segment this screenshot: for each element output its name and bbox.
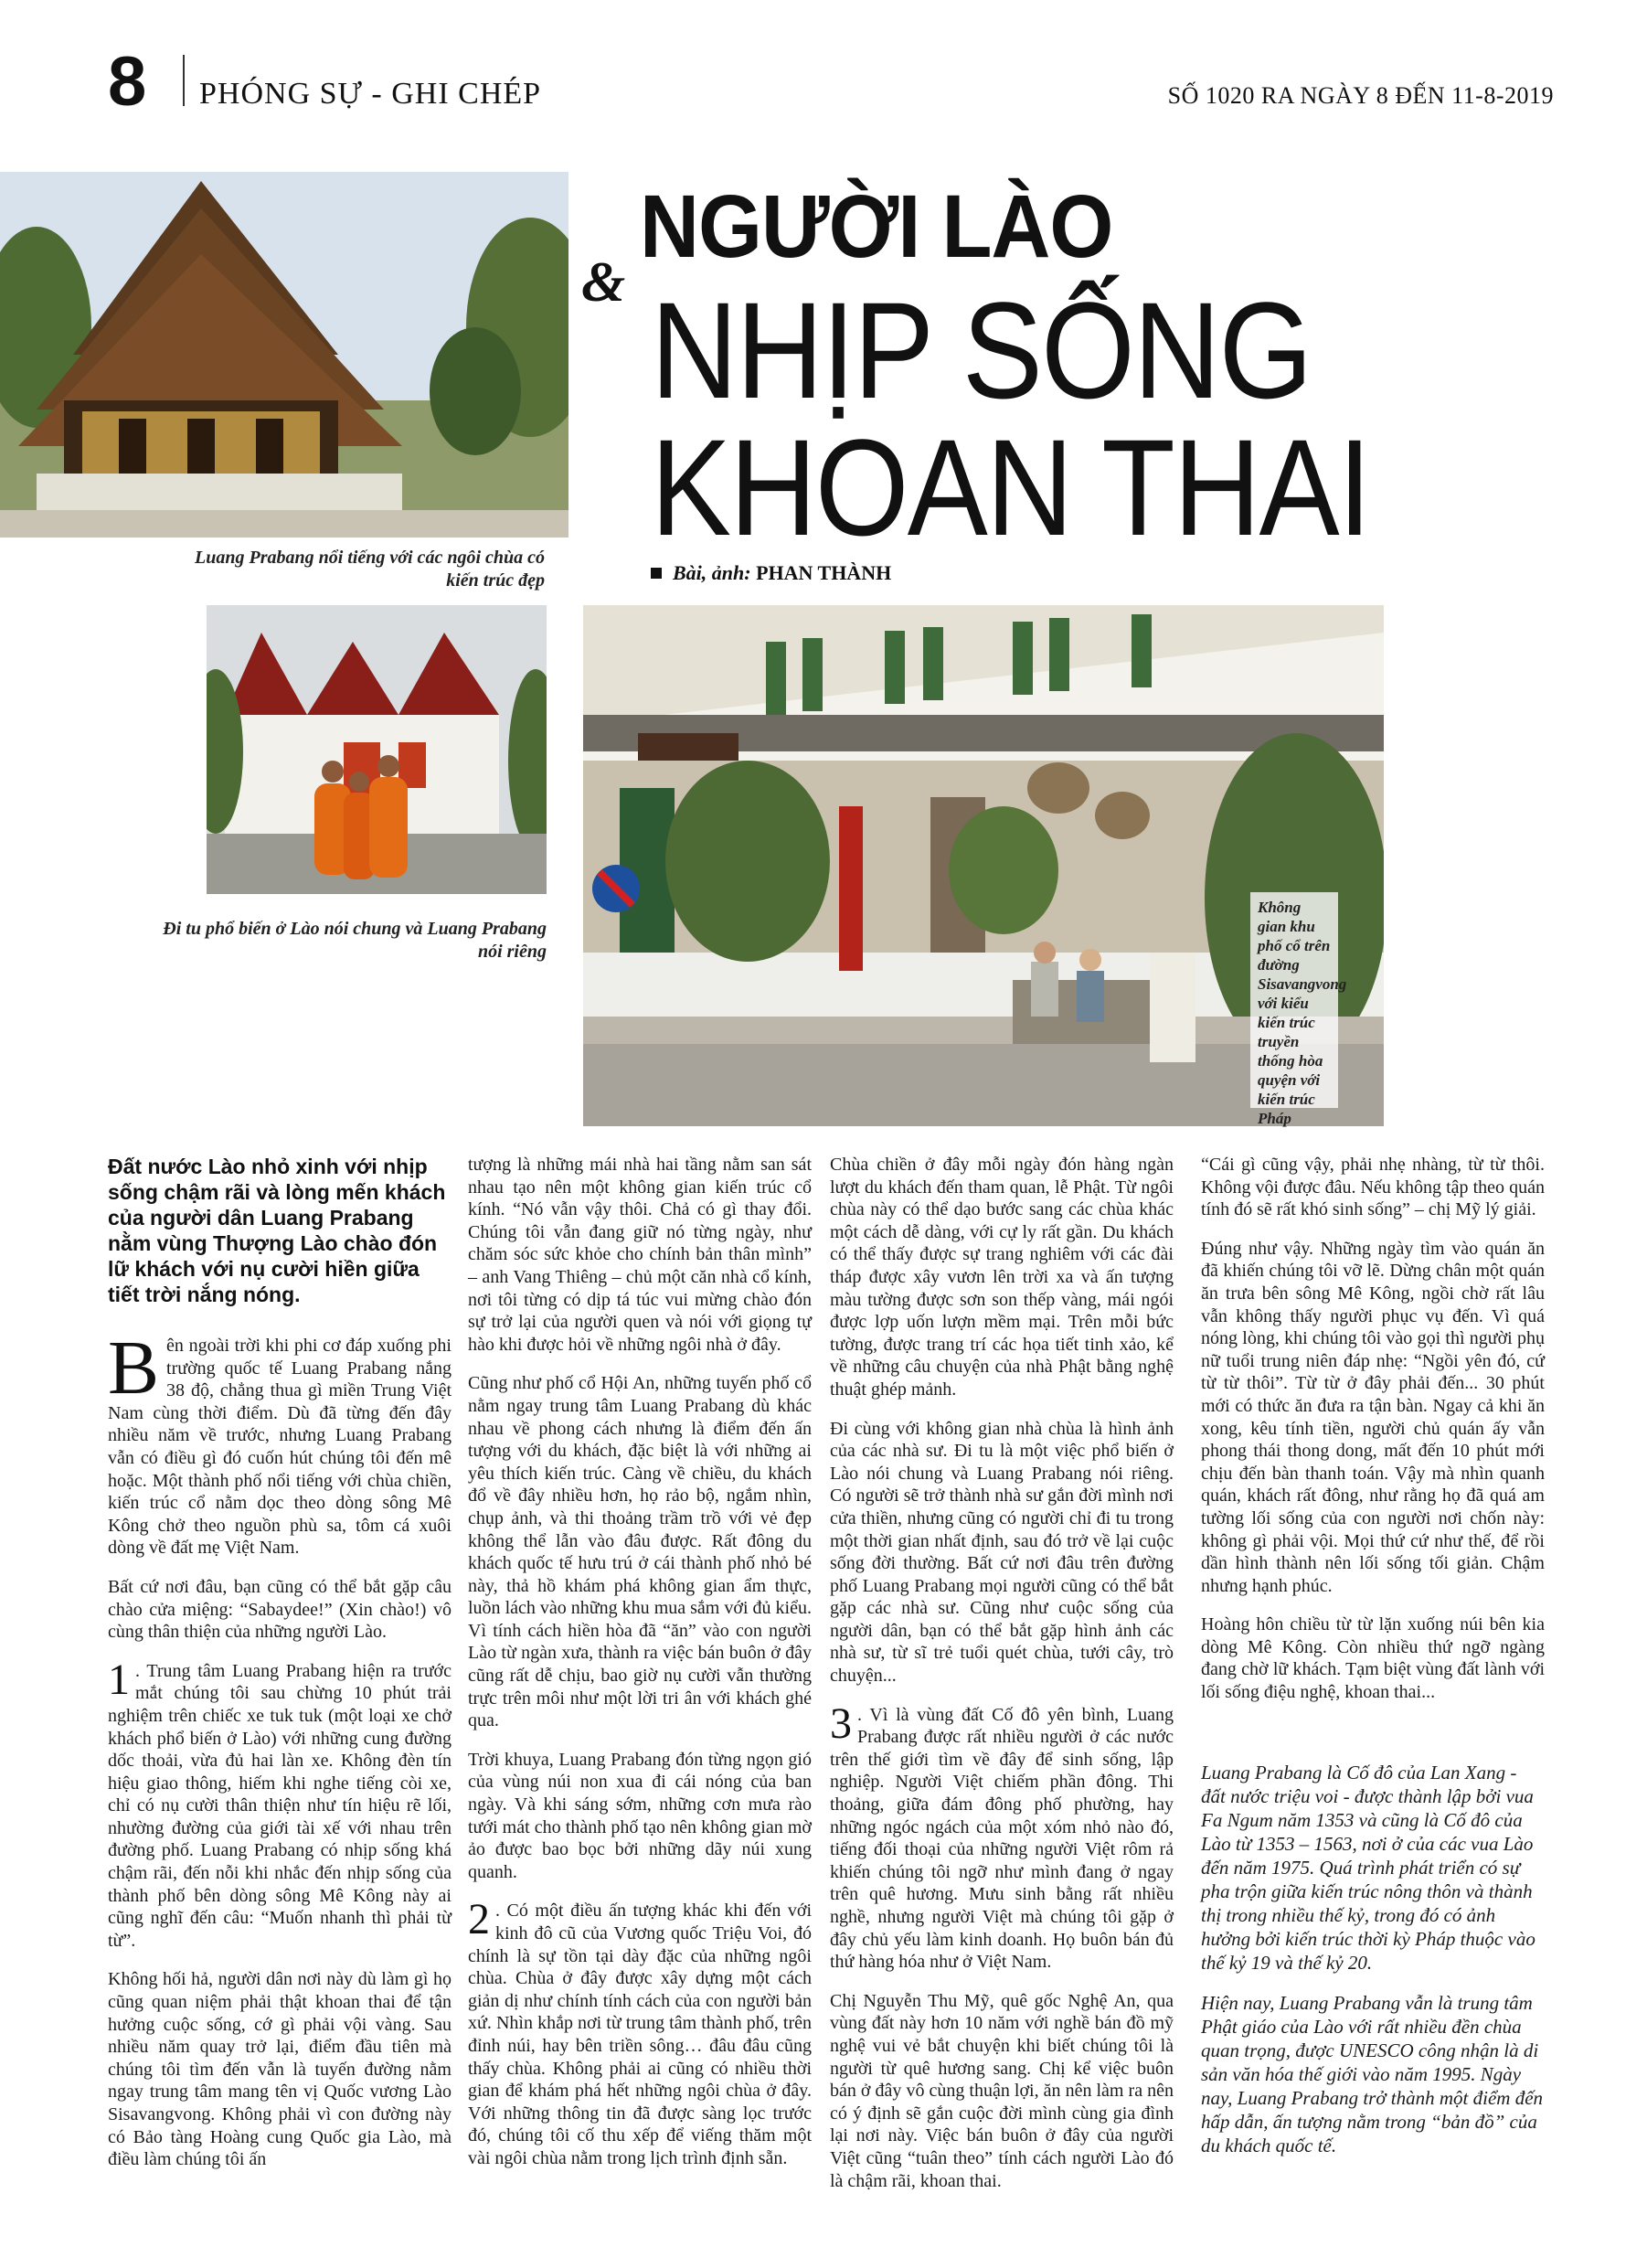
section-number-3: 3 (830, 1698, 852, 1748)
article-paragraph: Bên ngoài trời khi phi cơ đáp xuống phi trường quốc tế Luang Prabang nắng 38 độ, chẳng thua gì miền Trung Việt Nam cùng thời điểm. Dù đã từng đến đây nhiều năm về trước, nhưng Luang Prabang vẫn có điều gì đó cuốn hút chúng tôi đến mê hoặc. Một thành phố nổi tiếng với chùa chiền, kiến trúc cổ nằm dọc theo dòng sông Mê Kông chở theo nguồn phù sa, tôm cá xuôi dòng về đất mẹ Việt Nam. (108, 1326, 452, 1559)
article-paragraph: “Cái gì cũng vậy, phải nhẹ nhàng, từ từ thôi. Không vội được đâu. Nếu không tập theo quán tính đó sẽ rất khó sinh sống” – chị Mỹ lý giải. (1201, 1155, 1545, 1220)
header-divider (183, 55, 185, 106)
article-paragraph: 1 . Trung tâm Luang Prabang hiện ra trước mắt chúng tôi sau chừng 10 phút trải nghiệm trên chiếc xe tuk tuk (một loại xe chở khách phổ biến ở Lào) với những cung đường dốc thoải, vừa đủ hai làn xe. Không đèn tín hiệu giao thông, hiếm khi nghe tiếng còi xe, chỉ có nụ cười thân thiện như tín hiệu rẽ lối, nhường đường của giới tài xế với nhau trên đường phố. Luang Prabang có nhịp sống khá chậm rãi, đến nỗi khi nhắc đến nhịp sống của thành phố bên dòng sông Mê Kông này ai cũng nghĩ đến câu: “Muốn nhanh thì phải từ từ”. (108, 1655, 452, 1951)
headline-ampersand: & (581, 251, 626, 314)
article-paragraph: Cũng như phố cổ Hội An, những tuyến phố cổ nằm ngay trung tâm Luang Prabang dù khác nhau về phong cách nhưng là điểm đến ấn tượng với du khách, đặc biệt là với những ai yêu thích kiến trúc. Càng về chiều, du khách đổ về đây nhiều hơn, họ rảo bộ, ngắm nhìn, chụp ảnh, và thi thoảng trầm trồ với vẻ đẹp không thể lẫn vào đâu được. Rất đông du khách quốc tế hưu trú ở cái thành phố nhỏ bé này, thả hồ khám phá không gian ẩm thực, luồn lách vào những khu mua sắm với đủ kiểu. Vì tính cách hiền hòa đã “ăn” vào con người Lào từ ngàn xưa, thành ra việc bán buôn ở đây cũng rất dễ chịu, bao giờ nụ cười vẫn thường trực trên môi như một lời tri ân với khách ghé qua. (468, 1373, 812, 1731)
sidebar-spacer (1201, 1720, 1545, 1761)
article-paragraph: 2 . Có một điều ấn tượng khác khi đến với kinh đô cũ của Vương quốc Triệu Voi, đó chính là sự tồn tại dày đặc của những ngôi chùa. Chùa ở đây được xây dựng một cách giản dị như chính tính cách của con người bản xứ. Nhìn khắp nơi từ trung tâm thành phố, trên đỉnh núi, hay bên triền sông… đâu đâu cũng thấy chùa. Không phải ai cũng có nhiều thời gian để khám phá hết những ngôi chùa ở đây. Với những thông tin đã được sàng lọc trước đó, chúng tôi cố thu xếp để viếng thăm một vài ngôi chùa nằm trong lịch trình định sẵn. (468, 1895, 812, 2168)
drop-cap: B (108, 1326, 160, 1411)
article-paragraph: Trời khuya, Luang Prabang đón từng ngọn gió của vùng núi non xua đi cái nóng của ban ngày. Và khi sáng sớm, những cơn mưa rào tưới mát cho thành phố tạo nên không gian mờ ảo được bao bọc bởi những dãy núi xung quanh. (468, 1749, 812, 1882)
temple-photo-caption: Luang Prabang nổi tiếng với các ngôi chùa có kiến trúc đẹp (195, 548, 545, 591)
street-photo-caption: Không gian khu phố cổ trên đường Sisavangvong với kiểu kiến trúc truyền thống hòa quyện với kiến trúc Pháp (1250, 892, 1338, 1108)
article-paragraph: Không hối hả, người dân nơi này dù làm gì họ cũng quan niệm phải thật khoan thai để tận hưởng cuộc sống, cớ gì phải vội vàng. Sau nhiều năm quay trở lại, điểm đầu tiên mà chúng tôi tìm đến vẫn là tuyến đường nằm ngay trung tâm mang tên vị Quốc vương Lào Sisavangvong. Không phải vì con đường này có Bảo tàng Hoàng cung Quốc gia Lào, mà điều làm chúng tôi ấn (108, 1969, 452, 2170)
byline-author: PHAN THÀNH (756, 561, 892, 584)
article-column-2 (468, 1154, 812, 2187)
article-column-4 (1201, 1154, 1545, 2174)
article-paragraph: Hoàng hôn chiều từ từ lặn xuống núi bên kia dòng Mê Kông. Còn nhiều thứ ngỡ ngàng đang chờ lữ khách. Tạm biệt vùng đất lành với lối sống điệu nghệ, khoan thai... (1201, 1614, 1545, 1703)
article-paragraph: Chị Nguyễn Thu Mỹ, quê gốc Nghệ An, qua vùng đất này hơn 10 năm với nghề bán đồ mỹ nghệ vui vẻ bắt chuyện khi biết chúng tôi là người từ quê hương sang. Chị kể việc buôn bán ở đây vô cùng thuận lợi, ăn nên làm ra nên có ý định sẽ gắn cuộc đời mình cùng gia đình lại nơi này. Việc bán buôn ở đây của người Việt cũng “tuân theo” tính cách người Lào đó là chậm rãi, khoan thai. (830, 1990, 1174, 2191)
section-number-1: 1 (108, 1655, 130, 1704)
page-number: 8 (108, 43, 147, 121)
article-paragraph: tượng là những mái nhà hai tầng nằm san sát nhau tạo nên một không gian kiến trúc cổ kính. “Nó vẫn vậy thôi. Chả có gì thay đổi. Chúng tôi vẫn đang giữ nó từng ngày, như chăm sóc sức khỏe cho chính bản thân mình” – anh Vang Thiêng – chủ một căn nhà cổ kính, nơi tôi từng có dịp tá túc vui mừng chào đón sự trở lại của người quen và nói với giọng tự hào khi được hỏi về những ngôi nhà ở đây. (468, 1155, 812, 1355)
monks-photo-caption: Đi tu phổ biến ở Lào nói chung và Luang Prabang nói riêng (163, 919, 547, 962)
headline-line-3: KHOAN THAI (651, 410, 1370, 564)
article-paragraph: Đi cùng với không gian nhà chùa là hình ảnh của các nhà sư. Đi tu là một việc phổ biến ở Lào nói chung và Luang Prabang nói riêng. Có người sẽ trở thành nhà sư gắn đời mình nơi cửa thiền, nhưng cũng có người chỉ đi tu trong một thời gian nhất định, sau đó trở về lại cuộc sống đời thường. Bất cứ nơi đâu trên đường phố Luang Prabang mọi người cũng có thể bắt gặp các nhà sư. Cũng như cuộc sống của người dân, bạn có thể bắt gặp hình ảnh các nhà sư, từ sĩ trẻ tuổi quét chùa, tưới cây, trò chuyện... (830, 1418, 1174, 1687)
article-paragraph: Đúng như vậy. Những ngày tìm vào quán ăn đã khiến chúng tôi vỡ lẽ. Dừng chân một quán ăn trưa bên sông Mê Kông, ngồi chờ rất lâu vẫn không thấy người phục vụ đến. Vì quá nóng lòng, khi chúng tôi vào gọi thì người phụ nữ tuổi trung niên đáp nhẹ: “Ngồi yên đó, cứ từ từ thôi”. Từ từ ở đây phải đến... 30 phút mới có thức ăn đưa ra tận bàn. Ngay cả khi ăn xong, kêu tính tiền, người chủ quán ấy vẫn phong thái thong dong, mất đến 10 phút mới chịu đến bàn thanh toán. Vậy mà nhìn quanh quán, khách rất đông, như rằng họ đã quá am tường lối sống của con người nơi chốn này: không gì phải vội. Mọi thứ cứ như thế, để rồi dần hình thành nên lối sống tối giản. Chậm nhưng hạnh phúc. (1201, 1238, 1545, 1596)
byline-prefix: Bài, ảnh: (673, 561, 751, 584)
sidebar-paragraph: Luang Prabang là Cố đô của Lan Xang - đất nước triệu voi - được thành lập bởi vua Fa Ngum năm 1353 và cũng là Cố đô của Lào từ 1353 – 1563, nơi ở của các vua Lào đến năm 1975. Quá trình phát triển có sự pha trộn giữa kiến trúc nông thôn và thành thị trong nhiều thế kỷ, trong đó có ảnh hưởng bởi kiến trúc thời kỳ Pháp thuộc vào thế kỷ 19 và thế kỷ 20. (1201, 1761, 1535, 1974)
byline-bullet-icon (651, 568, 662, 579)
monks-photo (207, 605, 547, 894)
article-lead: Đất nước Lào nhỏ xinh với nhịp sống chậm rãi và lòng mến khách của người dân Luang Prabang nằm vùng Thượng Lào chào đón lữ khách với nụ cười hiền giữa tiết trời nắng nóng. (108, 1155, 446, 1306)
section-number-2: 2 (468, 1895, 490, 1944)
section-label: PHÓNG SỰ - GHI CHÉP (199, 77, 542, 111)
article-paragraph: Chùa chiền ở đây mỗi ngày đón hàng ngàn lượt du khách đến tham quan, lễ Phật. Từ ngôi chùa này có thể dạo bước sang các chùa khác một cách dễ dàng, với cự ly rất gần. Du khách có thể thấy được sự trang nghiêm với các đài tháp được xây vươn lên trời xa và ấn tượng màu tường được sơn son thếp vàng, mái ngói được lợp uốn lượn mềm mại. Trên mỗi bức tường, được trang trí các họa tiết tinh xảo, kể về những câu chuyện của nhà Phật bằng nghệ thuật ghép mảnh. (830, 1155, 1174, 1400)
article-column-1 (108, 1154, 452, 2188)
sidebar-paragraph: Hiện nay, Luang Prabang vẫn là trung tâm Phật giáo của Lào với rất nhiều đền chùa quan trọng, được UNESCO công nhận là di sản văn hóa thế giới vào năm 1995. Ngày nay, Luang Prabang trở thành một điểm đến hấp dẫn, ấn tượng nằm trong “bản đồ” của du khách quốc tế. (1201, 1991, 1544, 2156)
headline-line-2: NHỊP SỐNG (651, 273, 1312, 427)
headline-line-1: NGƯỜI LÀO (640, 177, 1113, 277)
article-paragraph: 3 . Vì là vùng đất Cố đô yên bình, Luang Prabang được rất nhiều người ở các nước trên thế giới tìm về đây để sinh sống, lập nghiệp. Người Việt chiếm phần đông. Thi thoảng, giữa đám đông phố phường, hay những ngóc ngách của một xóm nhỏ nào đó, tiếng đối thoại của những người Việt rôm rả khiến chúng tôi ngỡ như mình đang ở ngay trên quê hương. Mưu sinh bằng rất nhiều nghề, nhưng người Việt mà chúng tôi gặp ở đây chủ yếu làm kinh doanh. Họ buôn bán đủ thứ hàng hóa như ở Việt Nam. (830, 1698, 1174, 1973)
article-paragraph: Bất cứ nơi đâu, bạn cũng có thể bắt gặp câu chào cửa miệng: “Sabaydee!” (Xin chào!) vô cùng thân thiện của những người Lào. (108, 1576, 452, 1643)
issue-date: SỐ 1020 RA NGÀY 8 ĐẾN 11-8-2019 (1167, 82, 1554, 109)
temple-photo (0, 172, 568, 538)
article-column-3 (830, 1154, 1174, 2209)
byline (651, 561, 891, 585)
